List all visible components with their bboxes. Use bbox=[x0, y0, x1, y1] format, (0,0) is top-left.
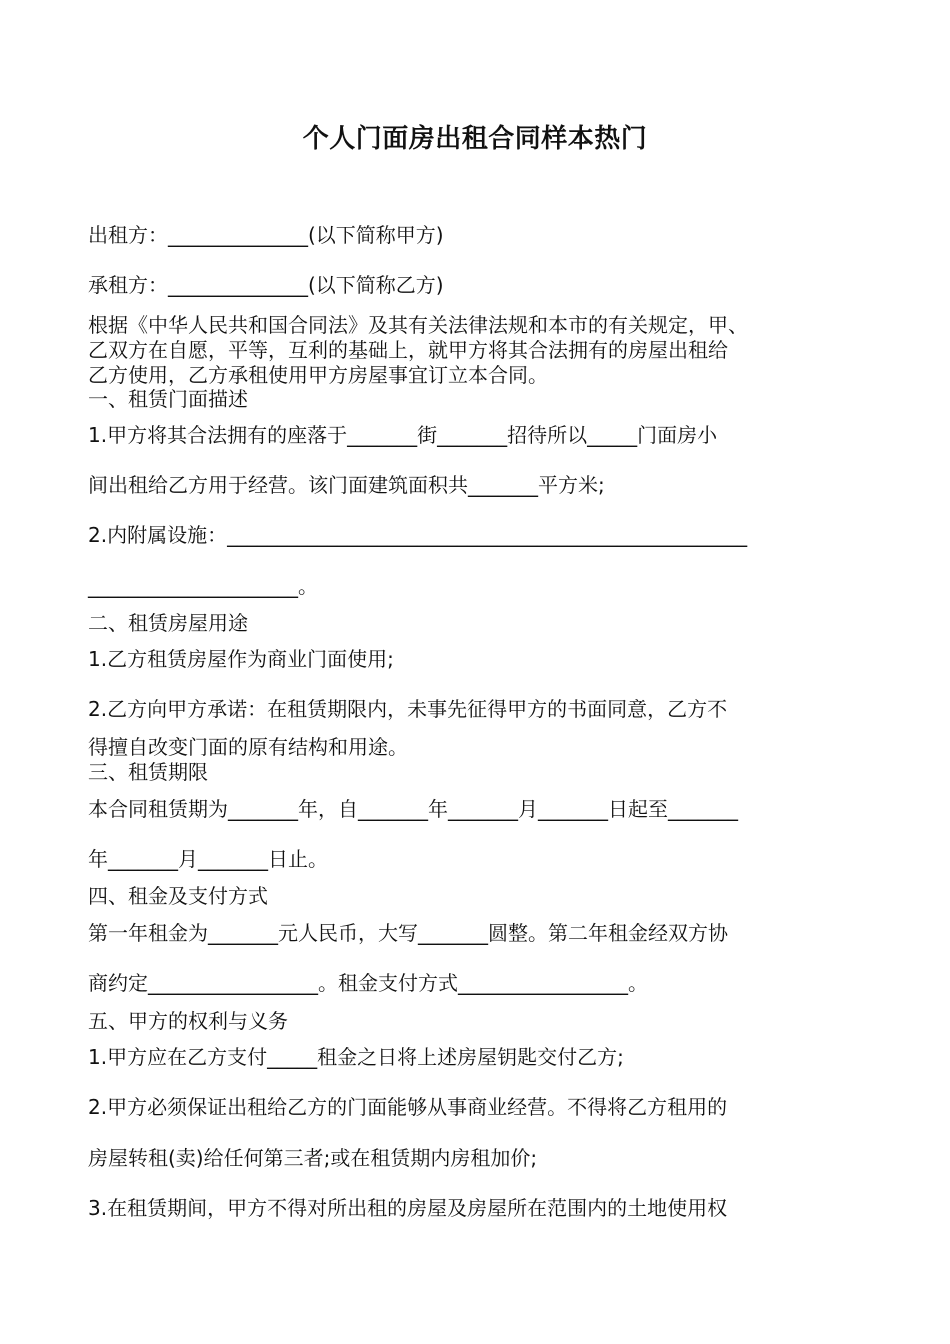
section-heading-5: 五、甲方的权利与义务 bbox=[88, 1009, 288, 1033]
preamble-line-1: 根据《中华人民共和国合同法》及其有关法律法规和本市的有关规定，甲、 bbox=[88, 313, 748, 337]
clause-5-1: 1.甲方应在乙方支付_____租金之日将上述房屋钥匙交付乙方; bbox=[88, 1045, 624, 1069]
clause-1-1-line-1: 1.甲方将其合法拥有的座落于_______街_______招待所以_____门面房小 bbox=[88, 423, 718, 447]
document-title: 个人门面房出租合同样本热门 bbox=[302, 124, 648, 154]
lessor-line: 出租方：______________(以下简称甲方) bbox=[88, 223, 444, 247]
rent-line-1: 第一年租金为_______元人民币，大写_______圆整。第二年租金经双方协 bbox=[88, 921, 728, 945]
rent-line-2: 商约定_________________。租金支付方式_________________。 bbox=[88, 971, 648, 995]
section-heading-3: 三、租赁期限 bbox=[88, 760, 208, 784]
lessee-line: 承租方：______________(以下简称乙方) bbox=[88, 273, 444, 297]
clause-5-2-line-2: 房屋转租(卖)给任何第三者;或在租赁期内房租加价; bbox=[88, 1146, 538, 1170]
section-heading-2: 二、租赁房屋用途 bbox=[88, 611, 248, 635]
preamble-line-3: 乙方使用，乙方承租使用甲方房屋事宜订立本合同。 bbox=[88, 363, 548, 387]
preamble-line-2: 乙双方在自愿，平等，互利的基础上，就甲方将其合法拥有的房屋出租给 bbox=[88, 338, 728, 362]
section-heading-1: 一、租赁门面描述 bbox=[88, 387, 248, 411]
section-heading-4: 四、租金及支付方式 bbox=[88, 884, 268, 908]
clause-2-2-line-1: 2.乙方向甲方承诺：在租赁期限内，未事先征得甲方的书面同意，乙方不 bbox=[88, 697, 728, 721]
clause-2-1: 1.乙方租赁房屋作为商业门面使用; bbox=[88, 647, 394, 671]
term-line-2: 年_______月_______日止。 bbox=[88, 847, 328, 871]
clause-5-2-line-1: 2.甲方必须保证出租给乙方的门面能够从事商业经营。不得将乙方租用的 bbox=[88, 1095, 728, 1119]
clause-2-2-line-2: 得擅自改变门面的原有结构和用途。 bbox=[88, 735, 408, 759]
clause-1-1-line-2: 间出租给乙方用于经营。该门面建筑面积共_______平方米; bbox=[88, 473, 605, 497]
term-line-1: 本合同租赁期为_______年，自_______年_______月_______日起至_______ bbox=[88, 797, 738, 821]
clause-1-2-line-1: 2.内附属设施：____________________________________________________ bbox=[88, 523, 748, 547]
clause-1-2-line-2: _____________________。 bbox=[88, 574, 318, 598]
clause-5-3-line-1: 3.在租赁期间，甲方不得对所出租的房屋及房屋所在范围内的土地使用权 bbox=[88, 1196, 728, 1220]
